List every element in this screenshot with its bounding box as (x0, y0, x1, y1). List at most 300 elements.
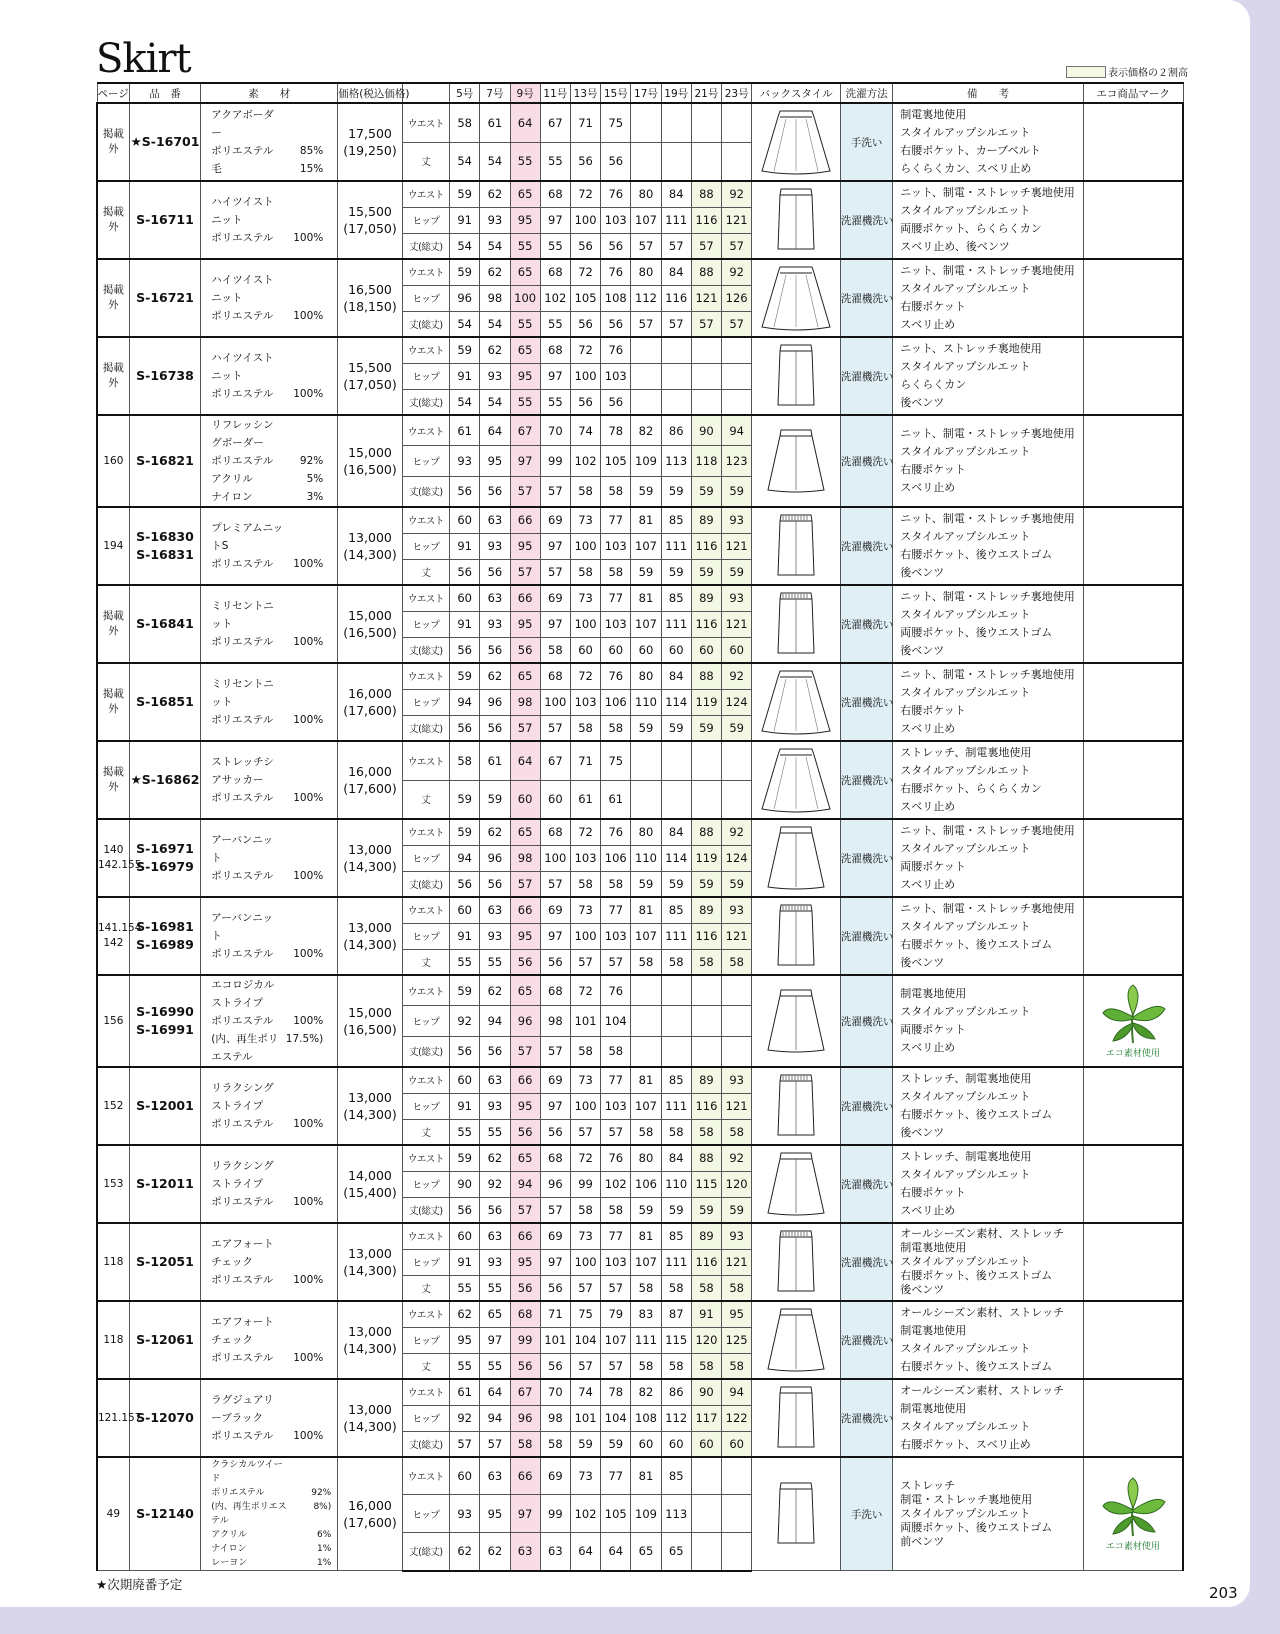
material-line (211, 385, 323, 403)
remark: 右腰ポケット (900, 704, 966, 717)
size-value: 80 (631, 259, 661, 285)
size-value: 65 (510, 663, 540, 689)
size-value: 66 (510, 1067, 540, 1093)
size-value: 91 (450, 1249, 480, 1275)
size-value (691, 741, 721, 780)
size-value: 57 (570, 949, 600, 975)
price-with-tax: (14,300) (343, 1419, 397, 1434)
size-value: 59 (631, 871, 661, 897)
remark: 右腰ポケット、カーブベルト (900, 144, 1041, 157)
price-with-tax: (16,500) (343, 1022, 397, 1037)
material-name: リフレッシングボーダー (211, 419, 274, 449)
size-value: 55 (540, 389, 570, 415)
size-value: 111 (661, 1093, 691, 1119)
remark: スベリ止め (900, 318, 956, 331)
remark: スタイルアップシルエット (900, 360, 1031, 373)
size-value: 92 (722, 819, 752, 845)
remark: 右腰ポケット、らくらくカン (900, 782, 1042, 795)
size-value: 59 (722, 1197, 752, 1223)
remark: ストレッチ、制電裏地使用 (900, 746, 1032, 759)
remark: オールシーズン素材、ストレッチ (900, 1227, 1065, 1240)
flare-skirt-back-icon (756, 105, 836, 180)
size-value: 120 (722, 1171, 752, 1197)
size-value: 58 (631, 1119, 661, 1145)
size-value: 76 (601, 337, 631, 363)
measure-label: ヒップ (402, 1006, 449, 1037)
measure-label: ウエスト (402, 1067, 449, 1093)
size-value: 122 (722, 1405, 752, 1431)
remark: スタイルアップシルエット (900, 920, 1031, 933)
material-cell (201, 975, 338, 1067)
size-value: 97 (540, 923, 570, 949)
column-header: 備 考 (893, 83, 1083, 103)
remark: スタイルアップシルエット (900, 1168, 1031, 1181)
measure-label: 丈(総丈) (402, 1533, 449, 1571)
size-value: 116 (691, 207, 721, 233)
material-line (211, 1528, 331, 1542)
material-percent: 100% (293, 1352, 324, 1364)
size-value: 59 (450, 663, 480, 689)
size-value: 102 (601, 1171, 631, 1197)
size-value: 96 (450, 285, 480, 311)
product-number-cell (129, 181, 201, 259)
remarks-cell (893, 507, 1083, 585)
size-value: 77 (601, 585, 631, 611)
material-percent (283, 753, 323, 789)
size-value: 97 (480, 1327, 510, 1353)
size-value: 85 (661, 507, 691, 533)
eco-mark-label: エコ素材使用 (1105, 1542, 1160, 1552)
size-value: 54 (450, 389, 480, 415)
size-value: 116 (691, 611, 721, 637)
size-value (691, 363, 721, 389)
size-value: 119 (691, 845, 721, 871)
size-value: 59 (722, 476, 752, 507)
material-name: アーバンニット (211, 834, 273, 864)
material-line (211, 488, 323, 506)
product-number-cell (129, 1145, 201, 1223)
size-value: 85 (661, 897, 691, 923)
material-line (211, 452, 323, 470)
size-value: 60 (722, 1431, 752, 1457)
wash-method: 洗濯機洗い (840, 1067, 892, 1145)
page-ref: 掲載外 (102, 362, 124, 389)
size-value: 97 (540, 1093, 570, 1119)
size-value: 64 (601, 1533, 631, 1571)
material-percent: 100% (293, 714, 324, 726)
material-cell (201, 337, 338, 415)
size-value: 100 (570, 363, 600, 389)
size-value: 107 (601, 1327, 631, 1353)
size-value: 57 (540, 559, 570, 585)
wash-method: 洗濯機洗い (840, 663, 892, 741)
remark: ニット、制電・ストレッチ裏地使用 (900, 427, 1075, 440)
page-ref: 掲載外 (102, 128, 124, 155)
size-value: 58 (691, 1353, 721, 1379)
wash-method: 洗濯機洗い (840, 975, 892, 1067)
size-value: 99 (570, 1171, 600, 1197)
size-value: 61 (570, 780, 600, 819)
size-value: 66 (510, 897, 540, 923)
page-ref: 141.154 (98, 922, 142, 934)
size-value: 123 (722, 446, 752, 477)
material-percent (283, 1391, 323, 1427)
material-percent (283, 976, 323, 1012)
flare-skirt-back-icon (756, 665, 836, 740)
price-with-tax: (18,150) (343, 299, 397, 314)
eco-mark-cell (1083, 975, 1183, 1067)
size-value: 121 (722, 1249, 752, 1275)
size-value (631, 780, 661, 819)
material-name: ストレッチシアサッカー (211, 756, 274, 786)
size-value: 84 (661, 819, 691, 845)
size-value: 55 (480, 1275, 510, 1301)
size-value (661, 142, 691, 181)
size-value: 115 (691, 1171, 721, 1197)
remark: ニット、制電・ストレッチ裏地使用 (900, 824, 1075, 837)
size-value: 64 (480, 1379, 510, 1405)
price-cell (338, 741, 402, 819)
measure-label: ヒップ (402, 923, 449, 949)
table-row (97, 1301, 1183, 1327)
size-value: 58 (570, 871, 600, 897)
size-value: 54 (480, 233, 510, 259)
size-value: 98 (540, 1006, 570, 1037)
product-number: S-16991 (136, 1022, 194, 1037)
material-name: アクリル (211, 473, 253, 485)
measure-label: ウエスト (402, 337, 449, 363)
size-value: 56 (480, 559, 510, 585)
remarks-cell (893, 975, 1083, 1067)
remark: 制電裏地使用 (900, 1402, 967, 1415)
size-value: 58 (601, 1036, 631, 1067)
material-percent (291, 1458, 331, 1486)
price: 16,000 (348, 686, 392, 701)
remark: ストレッチ、制電裏地使用 (900, 1072, 1032, 1085)
size-value: 57 (540, 871, 570, 897)
material-name: ポリエステル (211, 870, 274, 882)
table-row (97, 1379, 1183, 1405)
material-percent: 100% (293, 1274, 324, 1286)
material-line (211, 945, 323, 963)
page-ref-cell (97, 1223, 129, 1301)
size-value: 93 (722, 1223, 752, 1249)
size-value: 59 (450, 259, 480, 285)
page-ref-cell (97, 1145, 129, 1223)
wash-method: 手洗い (840, 103, 892, 181)
material-cell (201, 1379, 338, 1457)
size-value: 98 (540, 1405, 570, 1431)
size-value: 76 (601, 1145, 631, 1171)
table-row (97, 103, 1183, 142)
size-value: 56 (601, 142, 631, 181)
wash-method: 洗濯機洗い (840, 415, 892, 507)
measure-label: 丈 (402, 142, 449, 181)
size-value: 59 (691, 715, 721, 741)
size-value: 58 (540, 637, 570, 663)
size-value: 90 (691, 415, 721, 446)
size-value: 58 (450, 103, 480, 142)
elastic-skirt-back-icon (756, 1225, 836, 1300)
size-value (631, 1006, 661, 1037)
size-value: 59 (661, 559, 691, 585)
size-value: 100 (570, 207, 600, 233)
back-style-cell (752, 181, 841, 259)
size-value (631, 741, 661, 780)
material-name: ポリエステル (211, 388, 274, 400)
size-value: 81 (631, 1067, 661, 1093)
size-value: 77 (601, 507, 631, 533)
price-with-tax: (14,300) (343, 1341, 397, 1356)
material-line (211, 711, 323, 729)
remark: ニット、ストレッチ裏地使用 (900, 342, 1042, 355)
size-value: 91 (450, 533, 480, 559)
remark: 両腰ポケット (900, 1023, 966, 1036)
size-value: 95 (480, 1495, 510, 1533)
material-name: (内、再生ポリエステル (211, 1502, 287, 1526)
back-style-cell (752, 103, 841, 181)
size-value: 111 (661, 923, 691, 949)
elastic-skirt-back-icon (756, 587, 836, 662)
price: 15,000 (348, 608, 392, 623)
size-value: 66 (510, 507, 540, 533)
page-ref: 掲載外 (102, 206, 124, 233)
material-line (211, 193, 323, 229)
product-number-cell (129, 819, 201, 897)
remark: 制電裏地使用 (900, 987, 967, 1000)
remark: スタイルアップシルエット (900, 204, 1031, 217)
material-percent (283, 106, 323, 142)
material-line (211, 307, 323, 325)
product-number: S-12011 (136, 1176, 194, 1191)
size-value: 89 (691, 507, 721, 533)
size-value: 59 (631, 1197, 661, 1223)
size-value: 72 (570, 1145, 600, 1171)
back-style-cell (752, 975, 841, 1067)
size-value: 81 (631, 585, 661, 611)
material-line (211, 271, 323, 307)
price-with-tax: (15,400) (343, 1185, 397, 1200)
size-value: 102 (540, 285, 570, 311)
material-name: ポリエステル (211, 1196, 274, 1208)
size-value: 78 (601, 415, 631, 446)
size-value: 57 (722, 233, 752, 259)
size-value: 54 (450, 311, 480, 337)
size-value: 90 (450, 1171, 480, 1197)
tight-skirt-back-icon (756, 183, 836, 258)
measure-label: ヒップ (402, 1093, 449, 1119)
page-ref-cell (97, 259, 129, 337)
size-value: 58 (570, 559, 600, 585)
product-number-cell (129, 1067, 201, 1145)
page-ref: 118 (103, 1255, 124, 1268)
price: 17,500 (348, 126, 392, 141)
material-name: (内、再生ポリエステル (211, 1033, 279, 1063)
size-value: 60 (540, 780, 570, 819)
remark: 制電裏地使用 (900, 1241, 967, 1254)
size-value (691, 1495, 721, 1533)
material-percent: 100% (293, 232, 324, 244)
remark: 両腰ポケット、後ウエストゴム (900, 626, 1053, 639)
remark: スタイルアップシルエット (900, 1342, 1031, 1355)
remark: ニット、制電・ストレッチ裏地使用 (900, 512, 1075, 525)
size-value: 76 (601, 975, 631, 1006)
wash-method: 洗濯機洗い (840, 507, 892, 585)
size-value: 89 (691, 1067, 721, 1093)
size-value: 58 (691, 1119, 721, 1145)
product-number: S-16971 (136, 841, 194, 856)
size-value: 58 (601, 476, 631, 507)
size-value: 116 (691, 923, 721, 949)
size-value: 61 (601, 780, 631, 819)
size-value: 60 (450, 897, 480, 923)
size-value: 105 (601, 1495, 631, 1533)
size-value (722, 142, 752, 181)
size-value: 82 (631, 415, 661, 446)
eco-mark-cell (1083, 1457, 1183, 1571)
size-value: 93 (450, 446, 480, 477)
remarks-cell (893, 1379, 1083, 1457)
size-value: 62 (480, 1145, 510, 1171)
measure-label: 丈(総丈) (402, 715, 449, 741)
product-number: S-16831 (136, 547, 194, 562)
material-line (211, 1115, 323, 1133)
back-style-cell (752, 897, 841, 975)
size-value: 95 (510, 533, 540, 559)
product-number-cell (129, 1379, 201, 1457)
material-line (211, 633, 323, 651)
measure-label: ヒップ (402, 1249, 449, 1275)
measure-label: ウエスト (402, 585, 449, 611)
size-value: 58 (601, 1197, 631, 1223)
back-style-cell (752, 1223, 841, 1301)
page-ref-cell (97, 181, 129, 259)
size-value: 96 (510, 1006, 540, 1037)
size-value: 59 (722, 715, 752, 741)
material-name: ポリエステル (211, 1274, 274, 1286)
eco-mark-cell (1083, 741, 1183, 819)
material-cell (201, 181, 338, 259)
size-value: 75 (570, 1301, 600, 1327)
size-value: 65 (510, 259, 540, 285)
size-value: 88 (691, 663, 721, 689)
remark: オールシーズン素材、ストレッチ (900, 1384, 1065, 1397)
measure-label: ヒップ (402, 611, 449, 637)
back-style-cell (752, 1379, 841, 1457)
size-value: 92 (722, 259, 752, 285)
remark: 制電裏地使用 (900, 1324, 967, 1337)
size-value: 56 (601, 311, 631, 337)
size-value (631, 103, 661, 142)
column-header: 23号 (722, 83, 752, 103)
material-percent: 100% (293, 388, 324, 400)
size-value: 110 (631, 689, 661, 715)
size-value: 68 (540, 259, 570, 285)
size-value: 58 (540, 1431, 570, 1457)
material-name: アクアボーダー (211, 109, 274, 139)
size-value: 121 (722, 533, 752, 559)
page-ref-cell (97, 585, 129, 663)
size-value: 55 (450, 1353, 480, 1379)
discontinued-note: ★次期廃番予定 (96, 1577, 183, 1592)
material-percent: 100% (293, 310, 324, 322)
eco-mark-cell (1083, 337, 1183, 415)
measure-label: ウエスト (402, 1457, 449, 1495)
material-name: エコロジカルストライプ (211, 979, 275, 1009)
size-value: 55 (510, 389, 540, 415)
material-line (211, 142, 323, 160)
size-value: 58 (661, 1353, 691, 1379)
size-value: 101 (570, 1405, 600, 1431)
size-value: 73 (570, 1457, 600, 1495)
material-cell (201, 1067, 338, 1145)
price: 13,000 (348, 1090, 392, 1105)
size-value: 95 (510, 363, 540, 389)
size-value: 57 (510, 715, 540, 741)
page-ref: 掲載外 (102, 766, 124, 793)
measure-label: ウエスト (402, 103, 449, 142)
page-ref-cell (97, 819, 142, 897)
material-name: ポリエステル (211, 1488, 265, 1498)
size-value: 96 (480, 845, 510, 871)
measure-label: 丈(総丈) (402, 311, 449, 337)
size-value (661, 363, 691, 389)
material-name: ハイツイストニット (211, 352, 274, 382)
measure-label: ヒップ (402, 1171, 449, 1197)
page-ref-cell (97, 897, 142, 975)
price-with-tax: (14,300) (343, 1107, 397, 1122)
remark: 制電・ストレッチ裏地使用 (900, 1493, 1033, 1506)
material-line (211, 1012, 323, 1030)
size-value: 106 (631, 1171, 661, 1197)
size-value: 65 (480, 1301, 510, 1327)
column-header: バックスタイル (752, 83, 841, 103)
product-number: S-12051 (136, 1254, 194, 1269)
size-value: 93 (480, 533, 510, 559)
product-number-cell (129, 103, 201, 181)
page-ref: 掲載外 (102, 610, 124, 637)
price: 16,000 (348, 764, 392, 779)
remark: ニット、制電・ストレッチ裏地使用 (900, 186, 1075, 199)
material-percent (283, 271, 323, 307)
size-value: 75 (601, 103, 631, 142)
remark: ストレッチ、制電裏地使用 (900, 1150, 1032, 1163)
size-value: 88 (691, 819, 721, 845)
measure-label: ヒップ (402, 533, 449, 559)
wash-method: 洗濯機洗い (840, 337, 892, 415)
remark: スタイルアップシルエット (900, 1255, 1031, 1268)
size-value: 59 (722, 871, 752, 897)
size-value: 58 (601, 715, 631, 741)
material-cell (201, 897, 338, 975)
size-value: 72 (570, 181, 600, 207)
size-value (661, 1036, 691, 1067)
size-value: 59 (450, 819, 480, 845)
price-with-tax: (17,600) (343, 1515, 397, 1530)
product-number-cell (129, 897, 201, 975)
size-value: 121 (722, 611, 752, 637)
size-value: 94 (450, 689, 480, 715)
price: 15,500 (348, 360, 392, 375)
size-value: 56 (480, 715, 510, 741)
page-ref-cell (97, 507, 129, 585)
size-value: 56 (540, 1275, 570, 1301)
size-value: 70 (540, 415, 570, 446)
size-value: 63 (480, 1067, 510, 1093)
legend-text: 表示価格の２割高 (1108, 68, 1188, 79)
remarks-cell (893, 1223, 1083, 1301)
size-value: 62 (480, 663, 510, 689)
